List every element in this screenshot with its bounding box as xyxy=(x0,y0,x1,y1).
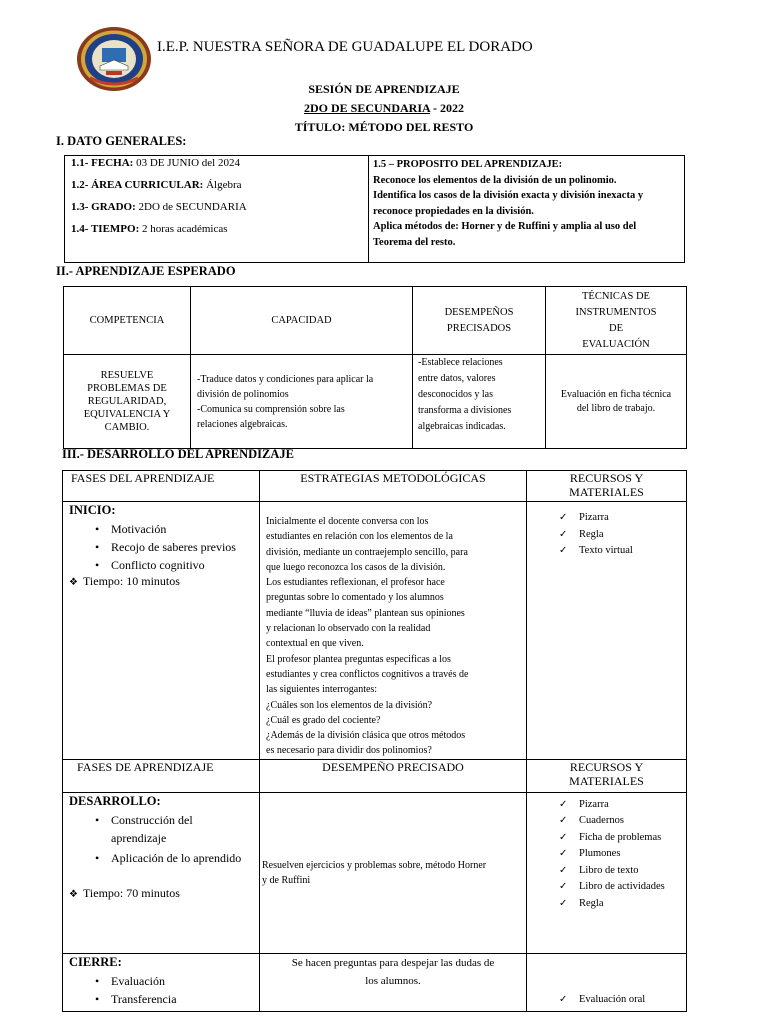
list-item: ✓ Regla xyxy=(557,896,686,913)
list-item: ✓ Cuadernos xyxy=(557,813,686,830)
inicio-list xyxy=(89,520,253,574)
desarrollo-list xyxy=(89,811,253,867)
inicio-resources-list xyxy=(557,510,686,560)
section-2-heading: II.- APRENDIZAJE ESPERADO xyxy=(56,264,236,278)
grado-line: 1.3- GRADO: 2DO de SECUNDARIA xyxy=(71,201,247,213)
recursos-header-2: RECURSOS Y MATERIALES xyxy=(527,759,687,792)
grade-line xyxy=(0,101,768,116)
purpose-heading: 1.5 – PROPOSITO DEL APRENDIZAJE: xyxy=(373,159,563,170)
session-title: SESIÓN DE APRENDIZAJE xyxy=(308,82,460,96)
cierre-resources-list xyxy=(557,992,686,1009)
purpose-line: Identifica los casos de la división exacta y división inexacta y xyxy=(373,190,644,201)
desarrollo-resources-cell xyxy=(527,792,687,953)
diamond-bullet-icon: ❖ xyxy=(69,888,78,900)
inicio-title: INICIO: xyxy=(69,503,116,517)
desarrollo-title: DESARROLLO: xyxy=(69,793,161,808)
diamond-bullet-icon: ❖ xyxy=(69,577,78,588)
purpose-line: Reconoce los elementos de la división de un polinomio. xyxy=(373,174,617,186)
area-line: 1.2- ÁREA CURRICULAR: Álgebra xyxy=(71,179,242,191)
inicio-cell xyxy=(63,502,260,760)
list-item: ✓ Regla xyxy=(557,527,686,544)
topic-title: TÍTULO: MÉTODO DEL RESTO xyxy=(294,120,474,134)
list-item: • Transferencia xyxy=(89,990,253,1008)
desarrollo-resources-list xyxy=(557,797,686,913)
list-item: ✓ Libro de texto xyxy=(557,863,686,880)
inicio-time: ❖ Tiempo: 10 minutos xyxy=(69,573,253,591)
recursos-header-1: RECURSOS Y MATERIALES xyxy=(527,471,687,502)
expected-learning-table xyxy=(63,286,687,449)
list-item: ✓ Pizarra xyxy=(557,797,686,814)
purpose-block xyxy=(373,157,643,250)
tiempo-line: 1.4- TIEMPO: 2 horas académicas xyxy=(71,223,228,235)
capacidad-header: CAPACIDAD xyxy=(191,287,413,355)
section-1-heading: I. DATO GENERALES: xyxy=(56,134,187,148)
desarrollo-cell xyxy=(63,792,260,953)
purpose-line: reconoce propiedades en la división. xyxy=(373,205,534,217)
cierre-desempeno-cell: Se hacen preguntas para despejar las dudas de los alumnos. xyxy=(260,953,527,1011)
estrategias-header: ESTRATEGIAS METODOLÓGICAS xyxy=(260,471,527,502)
desarrollo-desempeno-cell: Resuelven ejercicios y problemas sobre, método Horner y de Ruffini xyxy=(260,792,527,953)
box-divider xyxy=(368,156,369,262)
list-item: ✓ Evaluación oral xyxy=(557,992,686,1009)
competencia-cell: RESUELVE PROBLEMAS DE REGULARIDAD, EQUIVALENCIA Y CAMBIO. xyxy=(64,355,191,449)
list-item: ✓ Ficha de problemas xyxy=(557,830,686,847)
list-item: ✓ Pizarra xyxy=(557,510,686,527)
list-item: ✓ Plumones xyxy=(557,846,686,863)
competencia-header: COMPETENCIA xyxy=(64,287,191,355)
year-text: - 2022 xyxy=(430,101,465,115)
tecnicas-header: TÉCNICAS DE INSTRUMENTOS DE EVALUACIÓN xyxy=(546,287,687,355)
list-item: ✓ Texto virtual xyxy=(557,543,686,560)
school-name: I.E.P. NUESTRA SEÑORA DE GUADALUPE EL DORADO xyxy=(157,39,533,55)
list-item: • Construcción del aprendizaje xyxy=(89,811,253,847)
grade-text: 2DO DE SECUNDARIA xyxy=(303,101,431,115)
list-item: • Evaluación xyxy=(89,972,253,990)
tecnicas-cell: Evaluación en ficha técnica del libro de trabajo. xyxy=(546,355,687,449)
cierre-title: CIERRE: xyxy=(69,954,122,969)
development-table xyxy=(62,470,687,1012)
list-item: • Conflicto cognitivo xyxy=(89,556,253,574)
inicio-resources-cell xyxy=(527,502,687,760)
fases-header: FASES DEL APRENDIZAJE xyxy=(63,471,260,502)
inicio-strategy-cell: Inicialmente el docente conversa con los estudiantes en relación con los elementos de la división, mediante un contraejemplo sencillo, para que luego reconozca los casos de la división. Los estudiantes reflexionan, el profesor hace preguntas sobre lo comentado y los alumnos mediante “lluvia de ideas” plantean sus opiniones y relacionan lo observado con la realidad contextual en que viven. El profesor plantea preguntas especificas a los estudiantes y crea conflictos cognitivos a través de las siguientes interrogantes: ¿Cuáles son los elementos de la división? ¿Cuál es grado del cociente? ¿Además de la división clásica que otros métodos es necesario para dividir dos polinomios? xyxy=(260,502,527,760)
cierre-list xyxy=(89,972,253,1008)
capacidad-cell: -Traduce datos y condiciones para aplicar la división de polinomios -Comunica su comprensión sobre las relaciones algebraicas. xyxy=(191,355,413,449)
general-data-box xyxy=(64,155,685,263)
list-item: ✓ Libro de actividades xyxy=(557,879,686,896)
cierre-cell xyxy=(63,953,260,1011)
section-3-heading: III.- DESARROLLO DEL APRENDIZAJE xyxy=(62,447,294,461)
fases-header-2: FASES DE APRENDIZAJE xyxy=(63,759,260,792)
cierre-resources-cell xyxy=(527,953,687,1011)
list-item: • Aplicación de lo aprendido xyxy=(89,849,253,867)
desempenos-cell: -Establece relaciones entre datos, valores desconocidos y las transforma a divisiones algebraicas indicadas. xyxy=(413,355,546,449)
desarrollo-time: ❖ Tiempo: 70 minutos xyxy=(69,885,253,903)
purpose-line: Aplica métodos de: Horner y de Ruffini y amplia al uso del xyxy=(373,221,637,232)
list-item: • Recojo de saberes previos xyxy=(89,538,253,556)
desempeno-header: DESEMPEÑO PRECISADO xyxy=(260,759,527,792)
desempenos-header: DESEMPEÑOS PRECISADOS xyxy=(413,287,546,355)
list-item: • Motivación xyxy=(89,520,253,538)
purpose-line: Teorema del resto. xyxy=(373,236,456,248)
fecha-line: 1.1- FECHA: 03 DE JUNIO del 2024 xyxy=(71,157,240,169)
